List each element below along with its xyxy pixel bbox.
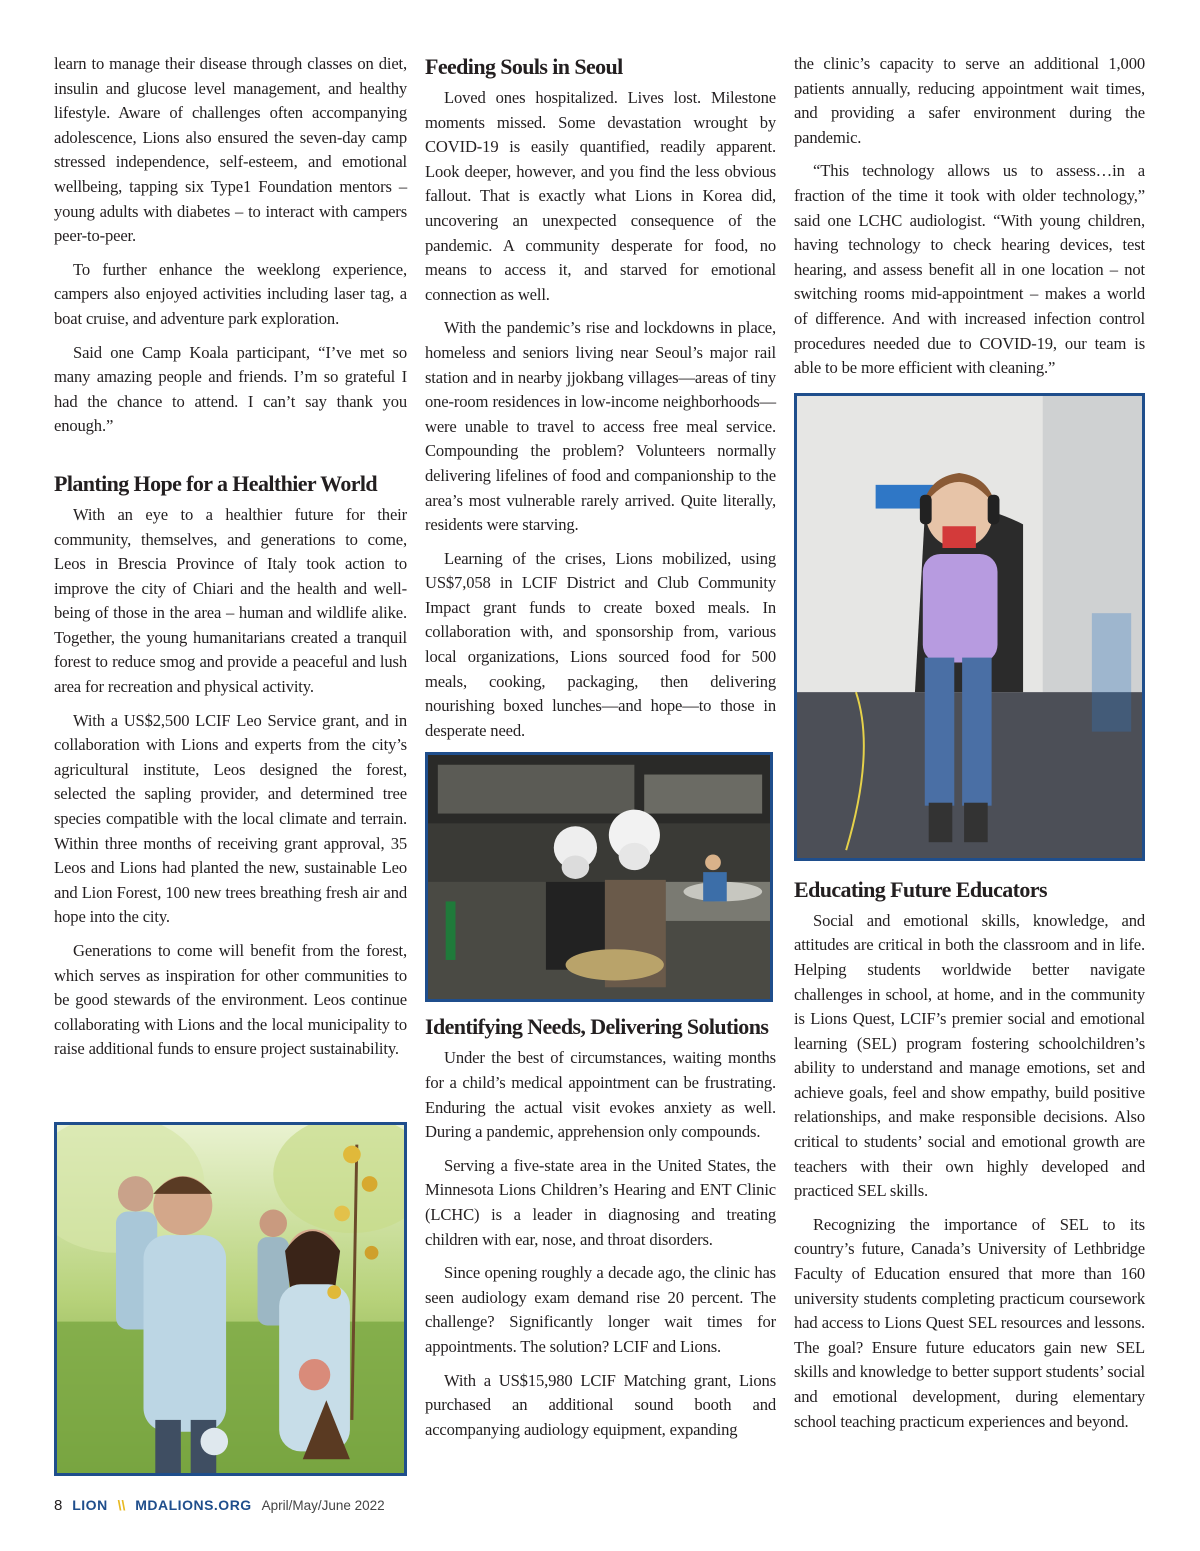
paragraph: Social and emotional skills, knowledge, and attitudes are critical in both the classroom and in life. Helping students worldwide better navigate challenges in school, at home, and in the community is Lions Quest, LCIF’s premier social and emotional learning (SEL) program fostering schoolchildren’s ability to understand and manage emotions, set and achieve goals, feel and show empathy, build positive relationships, and make responsible decisions. Also critical to students’ social and emotional growth are teachers with their own highly developed and practiced SEL skills.: [794, 910, 1145, 1201]
paragraph: Loved ones hospitalized. Lives lost. Milestone moments missed. Some devastation wrought by COVID-19 is easily quantified, readily apparent. Look deeper, however, and you find the less obvious fallout. That is exactly what Lions in Korea did, uncovering an unexpected consequence of the pandemic. A community desperate for food, no means to access it, and starved for emotional connection as well.: [425, 88, 776, 304]
paragraph: learn to manage their disease through classes on diet, insulin and glucose level management, and healthy lifestyle. Aware of challenges often accompanying adolescence, Lions also ensured the seven-day camp stressed independence, self-esteem, and emotional wellbeing, tapping six Type1 Foundation mentors – young adults with diabetes – to interact with campers peer-to-peer.: [54, 54, 407, 246]
paragraph: With the pandemic’s rise and lockdowns in place, homeless and seniors living near Seoul’s major rail station and in nearby jjokbang villages—areas of tiny one-room residences in low-income neighborhoods— were unable to travel to access free meal service. Compounding the problem? Volunteers normally delivering lifelines of food and companionship to the area’s most vulnerable rarely arrived. Quite literally, residents were starving.: [425, 318, 776, 535]
section-heading-identifying-needs: Identifying Needs, Delivering Solutions: [425, 1014, 769, 1040]
paragraph: Since opening roughly a decade ago, the clinic has seen audiology exam demand rise 20 percent. The challenge? Significantly longer wait times for appointments. The solution? LCIF and Lions.: [425, 1263, 776, 1356]
photo-kitchen-volunteers: [425, 752, 773, 1002]
paragraph: Recognizing the importance of SEL to its country’s future, Canada’s University of Lethbridge Faculty of Education ensured that more than 160 university students completing practicum coursework had access to Lions Quest SEL resources and lessons. The goal? Ensure future educators gain new SEL skills and knowledge to better support students’ social and emotional development, during elementary school teaching practicum experiences and beyond.: [794, 1214, 1145, 1431]
photo-tree-planting: [54, 1122, 407, 1476]
hearing-test-illustration: [797, 396, 1142, 858]
column-3: [794, 52, 1145, 1443]
section-heading-planting-hope: Planting Hope for a Healthier World: [54, 470, 378, 496]
kitchen-illustration: [428, 755, 770, 999]
page-number: 8: [54, 1497, 63, 1514]
magazine-name: LION: [72, 1497, 108, 1513]
page-footer: [54, 1497, 385, 1514]
paragraph: To further enhance the weeklong experience, campers also enjoyed activities including laser tag, a boat cruise, and adventure park exploration.: [54, 259, 407, 328]
paragraph: Under the best of circumstances, waiting months for a child’s medical appointment can be frustrating. Enduring the actual visit evokes anxiety as well. During a pandemic, apprehension only compounds.: [425, 1048, 776, 1142]
section-heading-feeding-souls: Feeding Souls in Seoul: [425, 54, 623, 79]
paragraph: “This technology allows us to assess…in a fraction of the time it took with older technology,” said one LCHC audiologist. “With young children, having technology to check hearing devices, test hearing, and assess benefit all in one location – not switching rooms mid-appointment – makes a world of difference. And with increased infection control procedures needed due to COVID-19, our team is able to be more efficient with cleaning.”: [794, 161, 1145, 378]
paragraph: Serving a five-state area in the United States, the Minnesota Lions Children’s Hearing and ENT Clinic (LCHC) is a leader in diagnosing and treating children with ear, nose, and throat disorders.: [425, 1155, 776, 1249]
photo-hearing-test-child: [794, 393, 1145, 861]
paragraph: With a US$15,980 LCIF Matching grant, Lions purchased an additional sound booth and accompanying audiology equipment, expanding: [425, 1370, 776, 1439]
column-1: [54, 52, 407, 1071]
paragraph: With an eye to a healthier future for their community, themselves, and generations to come, Leos in Brescia Province of Italy took action to improve the city of Chiari and the health and well-being of those in the area – human and wildlife alike. Together, the young humanitarians created a tranquil forest to reduce smog and provide a peaceful and lush area for recreation and physical activity.: [54, 504, 407, 697]
footer-separator: \\: [117, 1497, 126, 1513]
issue-date: April/May/June 2022: [261, 1498, 385, 1513]
paragraph: Generations to come will benefit from the forest, which serves as inspiration for other communities to be good stewards of the environment. Leos continue collaborating with Lions and the local municipality to raise additional funds to ensure project sustainability.: [54, 941, 407, 1059]
tree-planting-illustration: [57, 1125, 404, 1473]
paragraph: Said one Camp Koala participant, “I’ve met so many amazing people and friends. I’m so grateful I had the chance to attend. I can’t say thank you enough.”: [54, 342, 407, 436]
paragraph: Learning of the crises, Lions mobilized, using US$7,058 in LCIF District and Club Community Impact grant funds to create boxed meals. In collaboration with, and sponsorship from, various local organizations, Lions sourced food for 500 meals, cooking, packaging, then delivering nourishing boxed lunches—and hope—to those in desperate need.: [425, 548, 776, 740]
column-2: [425, 52, 776, 1451]
paragraph: the clinic’s capacity to serve an additional 1,000 patients annually, reducing appointment wait times, and providing a safer environment during the pandemic.: [794, 54, 1145, 147]
website-link[interactable]: MDALIONS.ORG: [135, 1497, 252, 1513]
paragraph: With a US$2,500 LCIF Leo Service grant, and in collaboration with Lions and experts from the city’s agricultural institute, Leos designed the forest, selected the sapling provider, and determined tree species compatible with the local climate and terrain. Within three months of receiving grant approval, 35 Leos and Lions had planted the new, sustainable Leo and Lion Forest, 100 new trees breathing fresh air and hope into the city.: [54, 710, 407, 927]
section-heading-educating: Educating Future Educators: [794, 876, 1047, 902]
